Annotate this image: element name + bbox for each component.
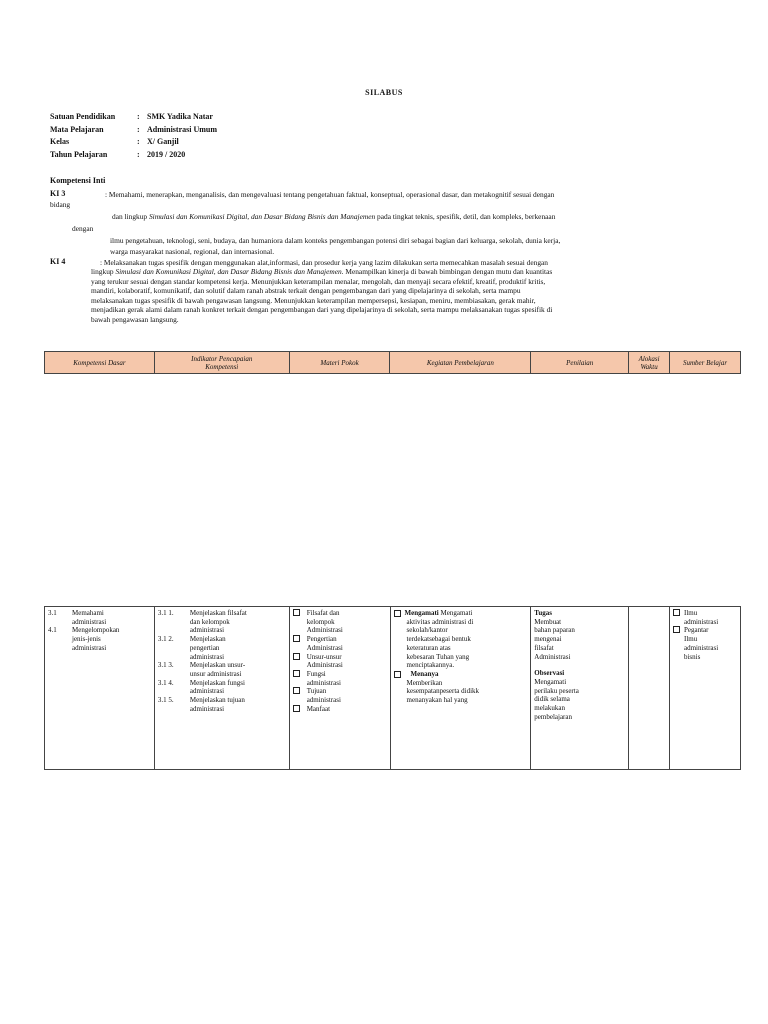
penilaian-line: Administrasi [534,652,571,661]
checkbox-bullet-icon [673,626,680,633]
penilaian-line: Membuat [534,617,562,626]
materi-item [293,635,387,652]
ipk-item [158,696,286,713]
materi-line: Administrasi [306,626,343,635]
sumber-item [673,626,737,661]
ipk-text [190,609,247,635]
meta-value: 2019 / 2020 [147,149,186,159]
ki4-text: lingkup [91,267,116,276]
kd-line: jenis-jenis [72,635,101,644]
cell-kompetensi-dasar [45,607,155,770]
meta-label: Satuan Pendidikan [50,112,116,121]
kd-line: administrasi [72,617,107,626]
sumber-line: Pegantar [683,626,709,635]
kd-number: 3.1 [48,609,57,617]
identity-block [50,111,217,161]
kegiatan-menanya [394,670,528,705]
ipk-line: administrasi [189,704,225,713]
penilaian-line: didik selama [534,695,570,704]
ki3-line: : Memahami, menerapkan, menganalisis, dan mengevaluasi tentang pengetahuan faktual, konseptual, operasional dasar, dan metakognitif sesuai dengan [105,190,555,199]
sumber-line: administrasi [683,617,719,626]
document-title: SILABUS [365,88,403,97]
kd-line: Memahami [72,609,104,617]
meta-value: SMK Yadika Natar [147,112,213,121]
kd-line: administrasi [72,643,107,652]
kegiatan-line: Memberikan [406,678,443,687]
ki3-label: KI 3 [50,189,66,198]
mengamati-label: Mengamati [404,609,439,617]
ki4-line: bawah pengawasan langsung. [91,315,179,324]
meta-row [50,136,217,149]
materi-item [293,670,387,687]
sumber-line: Ilmu [683,635,698,644]
ki4-line [91,267,552,277]
materi-item [293,609,387,635]
mengamati-text: Mengamati [438,609,473,617]
sumber-text [684,609,718,626]
ki3-line [112,212,555,222]
meta-label: Mata Pelajaran [50,124,104,134]
kd-text [72,626,119,652]
kd-line: Mengelompokan [72,626,120,635]
ki4-text: . Menampilkan kinerja di bawah bimbingan dengan mutu dan kuantitas [341,267,553,276]
penilaian-line: perilaku peserta [534,686,579,695]
ki3-line: dengan [72,224,94,233]
meta-separator: : [137,137,140,146]
menanya-label: Menanya [410,669,439,678]
ipk-line: Menjelaskan unsur- [189,661,246,670]
kd-number: 4.1 [48,626,57,635]
materi-text [304,687,341,704]
checkbox-bullet-icon [293,705,300,712]
mengamati-body [394,618,528,670]
checkbox-bullet-icon [293,670,300,677]
ipk-line: Menjelaskan [189,635,226,644]
ipk-item [158,661,286,678]
header-text: Alokasi [638,354,660,363]
kd-text [72,609,106,626]
ipk-number: 3.1 3. [157,661,174,670]
ki3-line: ilmu pengetahuan, teknologi, seni, budaya, dan humaniora dalam konteks pengembangan potensi diri sebagai bagian dari keluarga, sekolah, dunia kerja, [110,236,561,245]
checkbox-bullet-icon [673,609,680,616]
ipk-text [190,679,245,696]
header-indikator [154,352,289,374]
meta-value: Administrasi Umum [147,124,218,134]
cell-materi-pokok [289,607,390,770]
ipk-text [190,635,226,661]
header-sumber: Sumber Belajar [670,352,741,374]
materi-line: Unsur-unsur [306,652,342,661]
sumber-text [684,626,718,661]
penilaian-line: melakukan [534,704,566,713]
materi-line: Pengertian [306,635,337,644]
header-text: Waktu [640,362,658,371]
cell-alokasi-waktu [629,607,670,770]
ipk-line: Menjelaskan tujuan [189,696,245,705]
ipk-number: 3.1 1. [157,609,174,617]
ipk-item [158,609,286,635]
checkbox-bullet-icon [394,610,401,617]
ki3-line: bidang [50,200,71,209]
ipk-line: Menjelaskan fungsi [189,678,245,687]
sumber-line: administrasi [683,643,719,652]
cell-kegiatan [390,607,531,770]
header-materi-pokok: Materi Pokok [289,352,390,374]
penilaian-line: pembelajaran [534,712,572,721]
checkbox-bullet-icon [394,671,401,678]
materi-line: administrasi [306,696,341,705]
kegiatan-line: kebesaran Tuhan yang [406,652,470,661]
materi-text [304,609,343,635]
kegiatan-line: menciptakannya. [406,661,455,670]
kegiatan-line: menanyakan hal yang [406,696,468,705]
header-text: Indikator Pencapaian [191,354,253,363]
ki3-text: pada tingkat teknis, spesifik, detil, dan kompleks, berkenaan [375,212,556,221]
header-kompetensi-dasar: Kompetensi Dasar [45,352,155,374]
ipk-number: 3.1 4. [157,678,174,687]
cell-sumber-belajar [669,607,740,770]
meta-row [50,149,217,162]
checkbox-bullet-icon [293,635,300,642]
materi-line: Administrasi [306,661,343,670]
kd-item [48,626,151,652]
penilaian-line: bahan paparan [534,626,575,635]
ipk-line: pengertian [189,643,220,652]
ki3-line: warga masyarakat nasional, regional, dan internasional. [110,247,275,256]
kegiatan-line: sekolah/kantor [406,626,448,635]
meta-separator: : [137,149,140,159]
kegiatan-line: terdekatsebagai bentuk [406,635,471,644]
ki3-scope: Simulasi dan Komunikasi Digital, dan Dasar Bidang Bisnis dan Manajemen [148,212,376,221]
ipk-line: administrasi [189,687,225,696]
header-kegiatan: Kegiatan Pembelajaran [390,352,531,374]
materi-item [293,653,387,670]
syllabus-body-table [44,606,741,770]
meta-label: Kelas [50,137,70,146]
ipk-number: 3.1 2. [157,635,174,644]
materi-text [304,653,343,670]
ipk-line: unsur administrasi [189,669,242,678]
meta-label: Tahun Pelajaran [50,149,108,159]
meta-separator: : [137,112,140,121]
materi-text [304,635,343,652]
meta-value: X/ Ganjil [147,137,179,146]
checkbox-bullet-icon [293,609,300,616]
materi-line: Fungsi [306,669,326,678]
ipk-text [190,696,245,713]
header-penilaian: Penilaian [531,352,629,374]
meta-row [50,111,217,124]
penilaian-line: Mengamati [534,677,567,686]
observasi-label: Observasi [534,669,565,678]
materi-line: kelompok [306,617,335,626]
ki3-text: dan lingkup [112,212,149,221]
ipk-item [158,679,286,696]
sumber-line: bisnis [683,652,701,661]
ipk-line: administrasi [189,626,225,635]
ki4-label: KI 4 [50,257,66,266]
syllabus-header-table [44,351,741,374]
sumber-item [673,609,737,626]
kompetensi-inti-heading: Kompetensi Inti [50,176,106,185]
header-text: Kompetensi [205,362,239,371]
kegiatan-mengamati [394,609,528,670]
meta-separator: : [137,124,140,134]
cell-penilaian [531,607,629,770]
sumber-line: Ilmu [683,609,698,617]
ipk-line: dan kelompok [189,617,230,626]
penilaian-line: mengenai [534,635,562,644]
ki4-line: melaksanakan tugas spesifik di bawah pengawasan langsung. Menunjukkan keterampilan mempersepsi, kesiapan, meniru, membiasakan, gerak mahir, [91,296,536,305]
ki4-scope: Simulasi dan Komunikasi Digital, dan Dasar Bidang Bisnis dan Manajemen [115,267,342,276]
ipk-number: 3.1 5. [157,696,174,705]
materi-line: Administrasi [306,643,343,652]
menanya-body [394,679,528,705]
tugas-label: Tugas [534,609,552,617]
ipk-item [158,635,286,661]
header-alokasi [629,352,670,374]
ipk-line: Menjelaskan filsafat [189,609,247,617]
materi-line: Manfaat [306,704,331,713]
materi-line: administrasi [306,678,341,687]
kd-item [48,609,151,626]
kegiatan-line: keteraturan atas [406,643,451,652]
materi-item [293,705,387,714]
cell-indikator [154,607,289,770]
checkbox-bullet-icon [293,653,300,660]
kegiatan-line: aktivitas administrasi di [406,617,474,626]
materi-line: Filsafat dan [306,609,340,617]
ki4-line: yang terukur sesuai dengan standar kompetensi kerja. Menunjukkan keterampilan menalar, mengolah, dan menyaji secara efektif, kreatif, produktif kritis, [91,277,546,286]
penilaian-line: filsafat [534,643,554,652]
ki4-line: mandiri, kolaboratif, komunikatif, dan solutif dalam ranah abstrak terkait dengan pengembangan dari yang dipelajarinya di sekolah, serta mampu [91,286,521,295]
materi-text [304,670,341,687]
materi-item [293,687,387,704]
ki4-line: : Melaksanakan tugas spesifik dengan menggunakan alat,informasi, dan prosedur kerja yang lazim dilakukan serta memecahkan masalah sesuai dengan [100,258,549,267]
meta-row [50,124,217,137]
ipk-line: administrasi [189,652,225,661]
checkbox-bullet-icon [293,687,300,694]
ipk-text [190,661,245,678]
materi-text [304,705,330,714]
kegiatan-line: kesempatanpeserta didikk [406,687,480,696]
materi-line: Tujuan [306,687,327,696]
ki4-line: menjadikan gerak alami dalam ranah konkret terkait dengan pengembangan dari yang dipelajarinya di sekolah, serta mampu melaksanakan tugas spesifik di [91,305,553,314]
